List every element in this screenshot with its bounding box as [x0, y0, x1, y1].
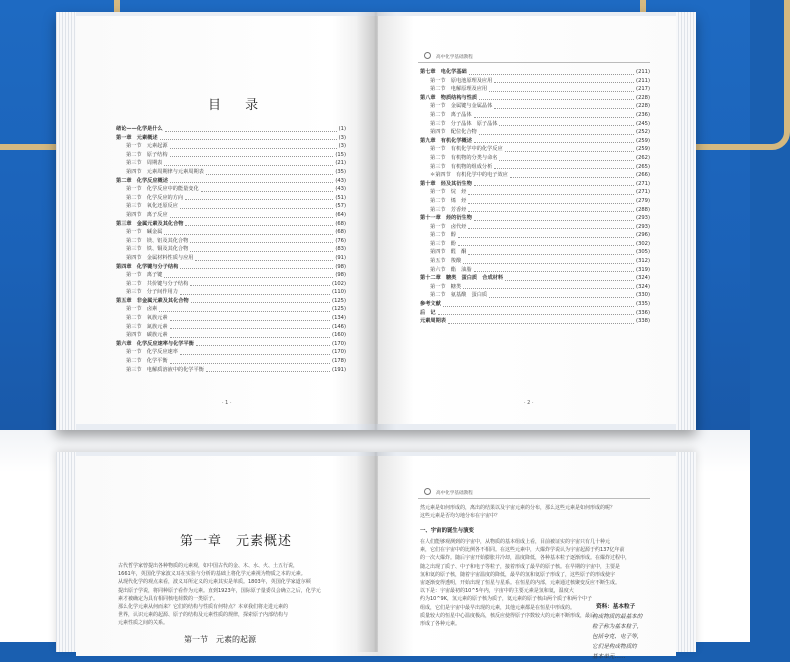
toc-leader-dots: [170, 148, 337, 149]
toc-entry-page: (324): [636, 283, 650, 290]
text-line: 构成物质的最基本的: [592, 614, 643, 620]
toc-entry: [116, 357, 346, 366]
text-line: 基本单元……: [592, 654, 626, 660]
toc-entry: [420, 214, 650, 223]
toc-entry-page: (146): [332, 323, 346, 330]
toc-entry-page: (271): [636, 180, 650, 187]
toc-entry-page: (305): [636, 249, 650, 256]
toc-entry: [420, 317, 650, 326]
toc-entry-page: (335): [636, 301, 650, 308]
toc-entry: [116, 254, 346, 263]
page-number-left: · 1 ·: [222, 400, 232, 406]
toc-entry-page: (3): [338, 143, 346, 150]
toc-leader-dots: [160, 139, 337, 140]
toc-entry-page: (21): [335, 160, 346, 167]
toc-entry: [116, 237, 346, 246]
toc-entry-page: (102): [332, 280, 346, 287]
toc-entry: [116, 220, 346, 229]
toc-entry-page: (302): [636, 240, 650, 247]
text-line: 元素性质之间的关系。: [118, 620, 169, 627]
toc-entry: [420, 77, 650, 86]
section-heading-right: 一、宇宙的诞生与演变: [420, 528, 474, 534]
toc-leader-dots: [469, 74, 634, 75]
toc-title: 目 录: [208, 98, 269, 113]
toc-entry: [420, 163, 650, 172]
toc-leader-dots: [185, 199, 333, 200]
toc-entry: [420, 283, 650, 292]
page-number-right: · 2 ·: [524, 400, 534, 406]
toc-entry-page: (110): [332, 289, 346, 296]
text-line: 形成了各种元素。: [420, 621, 461, 628]
toc-leader-dots: [190, 251, 333, 252]
toc-entry: [420, 145, 650, 154]
toc-entry-label: 第二节 离子晶体: [430, 111, 472, 118]
toc-entry-page: (170): [332, 340, 346, 347]
toc-entry: [116, 185, 346, 194]
toc-leader-dots: [180, 268, 333, 269]
toc-leader-dots: [170, 156, 334, 157]
toc-leader-dots: [180, 354, 330, 355]
toc-entry-page: (217): [636, 86, 650, 93]
toc-entry-page: (324): [636, 275, 650, 282]
text-line: 在人们能够观测到的宇宙中，从物质的基本组成上看，目前被证实的宇宙只有几十种元: [420, 539, 611, 545]
toc-entry-label: 第五节 羧酸: [430, 258, 462, 265]
page-header-right-bottom: 高中化学基础教程: [436, 491, 473, 496]
toc-leader-dots: [463, 288, 634, 289]
toc-leader-dots: [170, 217, 334, 218]
toc-leader-dots: [438, 314, 634, 315]
toc-entry-label: 第一节 化学反应中的能量变化: [126, 186, 199, 193]
toc-entry: [420, 102, 650, 111]
toc-leader-dots: [201, 191, 334, 192]
toc-entry: [116, 297, 346, 306]
sidebar-box-text: [592, 612, 658, 662]
toc-leader-dots: [190, 285, 330, 286]
text-line: 素才被确定为具有相同核电荷数的一类原子。: [118, 595, 219, 602]
toc-entry-page: (98): [335, 272, 346, 279]
toc-entry: [116, 288, 346, 297]
toc-entry-page: (68): [335, 220, 346, 227]
toc-entry: [420, 257, 650, 266]
toc-entry-label: 第四节 元素周期律与元素周期表: [126, 168, 204, 175]
toc-leader-dots: [489, 91, 634, 92]
toc-leader-dots: [494, 168, 634, 169]
toc-leader-dots: [505, 280, 634, 281]
toc-entry-page: (68): [335, 229, 346, 236]
toc-entry: [420, 68, 650, 77]
toc-entry-page: (245): [636, 120, 650, 127]
toc-leader-dots: [499, 160, 634, 161]
toc-entry-label: 第一节 金属键与金属晶体: [430, 103, 493, 110]
toc-entry-label: 第五章 非金属元素及其化合物: [116, 297, 189, 304]
text-line: 包括夸克、电子等，: [592, 634, 643, 640]
toc-leader-dots: [479, 134, 634, 135]
toc-entry-label: 第一节 原电池原理及应用: [430, 77, 493, 84]
toc-entry-label: 第一节 元素起源: [126, 143, 168, 150]
toc-entry: [420, 240, 650, 249]
toc-entry-page: (266): [636, 172, 650, 179]
toc-leader-dots: [494, 108, 634, 109]
text-line: 氢和氦的原子核，随着宇宙温度的降低，最早的氢和氦原子形成了，这些原子的形成使宇: [420, 571, 616, 578]
toc-leader-dots: [510, 177, 634, 178]
toc-entry-label: 第二章 化学反应概述: [116, 177, 168, 184]
toc-entry: [116, 263, 346, 272]
text-line: 提出原子学说，将同种原子看作为元素。直到1923年，国际原子量委员会确立之后，化学元: [118, 587, 321, 594]
sidebar-box-title: 资料：基本粒子: [596, 604, 636, 610]
toc-entry-label: 元素周期表: [420, 318, 446, 325]
toc-entry-label: 第一节 有机化学中的化学反应: [430, 146, 503, 153]
toc-entry-page: (296): [636, 232, 650, 239]
publisher-logo-icon-bottom: [424, 488, 431, 495]
toc-entry: [420, 128, 650, 137]
toc-leader-dots: [180, 294, 330, 295]
toc-entry-page: (98): [335, 263, 346, 270]
toc-entry-label: 第二节 共价键与分子结构: [126, 280, 189, 287]
toc-entry: [116, 142, 346, 151]
toc-entry-label: 第一节 卤素: [126, 306, 158, 313]
toc-entry-page: (57): [335, 203, 346, 210]
toc-entry-page: (228): [636, 103, 650, 110]
toc-left-page: [76, 16, 378, 424]
toc-entry: [116, 366, 346, 375]
toc-entry: [420, 85, 650, 94]
toc-entry-page: (211): [636, 69, 650, 75]
toc-entry: [420, 197, 650, 206]
toc-entry-label: 第四节 金属材料性质与应用: [126, 254, 194, 261]
toc-leader-dots: [164, 277, 333, 278]
toc-entry-label: 第二节 原子结构: [126, 151, 168, 158]
toc-leader-dots: [458, 237, 634, 238]
toc-leader-dots: [164, 165, 333, 166]
toc-leader-dots: [195, 260, 333, 261]
toc-entry-label: 第二节 氨基酸 蛋白质: [430, 292, 488, 299]
toc-entry: [420, 231, 650, 240]
toc-leader-dots: [468, 211, 634, 212]
toc-entry-page: (160): [332, 332, 346, 339]
toc-leader-dots: [164, 234, 333, 235]
toc-leader-dots: [206, 371, 330, 372]
toc-entry-page: (262): [636, 154, 650, 161]
toc-entry-label: 第四节 醛 酮: [430, 249, 467, 256]
toc-entry-label: 第三节 有机物的组成分析: [430, 163, 493, 170]
toc-entry-label: 第二节 烯 烃: [430, 197, 467, 204]
toc-right-page: [378, 16, 676, 424]
toc-leader-dots: [170, 320, 331, 321]
toc-entry: [420, 137, 650, 146]
toc-entry-page: (319): [636, 266, 650, 273]
toc-right-list: [420, 68, 650, 326]
header-rule: [418, 62, 650, 63]
toc-entry: [420, 223, 650, 232]
right-page-edges-bottom: [676, 452, 696, 652]
toc-entry-label: 第四章 化学键与分子结构: [116, 263, 179, 270]
toc-entry-label: 第三节 周期表: [126, 160, 163, 167]
toc-entry: [420, 248, 650, 257]
text-line: 素，它们在宇宙中的比例各不相同。在这些元素中，大爆炸学说认为宇宙起源于约137亿年前: [420, 547, 625, 554]
toc-leader-dots: [190, 242, 333, 243]
publisher-logo-icon: [424, 52, 431, 59]
toc-entry-label: ＊第四节 有机化学中的电子效应: [430, 172, 508, 179]
toc-leader-dots: [443, 306, 634, 307]
chapter-title: 第一章 元素概述: [180, 534, 293, 549]
toc-entry-page: (336): [636, 309, 650, 316]
toc-leader-dots: [458, 245, 634, 246]
toc-entry-label: 第三节 分子间作用力: [126, 289, 178, 296]
text-line: 组成，它们是宇宙中最早出现的元素，其他元素都是在恒星中形成的。: [420, 604, 576, 611]
toc-entry: [116, 305, 346, 314]
toc-entry: [420, 120, 650, 129]
toc-entry-page: (271): [636, 189, 650, 196]
text-line: 从现代化学的观点来看，波义耳所定义的元素其实是单质。1803年，英国化学家道尔顿: [118, 579, 311, 586]
toc-leader-dots: [505, 151, 634, 152]
toc-leader-dots: [159, 311, 330, 312]
toc-entry-page: (43): [335, 177, 346, 184]
toc-entry: [420, 309, 650, 318]
toc-leader-dots: [170, 182, 333, 183]
toc-leader-dots: [185, 225, 333, 226]
toc-entry-page: (236): [636, 111, 650, 118]
toc-entry-label: 第七章 电化学基础: [420, 69, 467, 75]
toc-leader-dots: [468, 203, 634, 204]
toc-entry-page: (259): [636, 146, 650, 153]
toc-entry-label: 第九章 有机化学概述: [420, 137, 472, 144]
toc-entry-page: (312): [636, 258, 650, 265]
section-heading-left: 第一节 元素的起源: [184, 635, 256, 644]
toc-entry: [420, 300, 650, 309]
page-header-right: 高中化学基础教程: [436, 55, 473, 60]
chapter-intro-text: [118, 562, 352, 628]
toc-entry-label: 第八章 物质结构与性质: [420, 94, 478, 101]
toc-entry: [420, 180, 650, 189]
text-line: 这些元素是否均匀地分布在宇宙中？: [420, 513, 501, 520]
toc-leader-dots: [474, 142, 634, 143]
toc-entry-label: 第一节 离子键: [126, 272, 163, 279]
toc-entry-label: 第六章 化学反应速率与化学平衡: [116, 340, 194, 347]
toc-entry-page: (252): [636, 129, 650, 136]
toc-entry-label: 第三节 氮族元素: [126, 323, 168, 330]
toc-leader-dots: [474, 117, 635, 118]
toc-entry-label: 第二节 氧族元素: [126, 315, 168, 322]
toc-entry-label: 第一节 糖类: [430, 283, 462, 290]
text-line: 随之出现了质子、中子和电子等粒子，接着形成了最早的原子核。在早期的宇宙中，主要是: [420, 563, 621, 570]
toc-leader-dots: [468, 254, 634, 255]
text-line: 以下是：宇宙最初的10^5年内，宇宙中的主要元素是氢和氦，温度大: [420, 588, 574, 595]
toc-leader-dots: [191, 302, 330, 303]
toc-entry-label: 第二节 醇: [430, 232, 456, 239]
toc-entry-page: (83): [335, 246, 346, 253]
toc-entry-page: (338): [636, 318, 650, 325]
toc-entry-page: (35): [335, 168, 346, 175]
toc-entry: [116, 211, 346, 220]
toc-entry-label: 第六节 酯 油脂: [430, 266, 472, 273]
toc-entry: [116, 194, 346, 203]
toc-entry: [116, 151, 346, 160]
toc-entry: [116, 314, 346, 323]
text-line: 粒子称为基本粒子，: [592, 624, 643, 630]
toc-entry: [420, 206, 650, 215]
toc-entry-label: 绪论——化学是什么: [116, 126, 163, 132]
toc-entry-label: 参考文献: [420, 301, 441, 308]
text-line: 那么化学元素从何而来？它们的结构与性质有何特点？本章我们将走进元素的: [118, 604, 289, 611]
toc-entry: [116, 159, 346, 168]
toc-entry-page: (125): [332, 297, 346, 304]
text-line: 的一次大爆炸。随后宇宙开始膨胀并冷却，温度降低，各种基本粒子逐渐形成。在爆炸过程中，: [420, 555, 631, 562]
toc-entry-label: 第三节 氧化还原反应: [126, 203, 178, 210]
toc-entry-label: 第一节 烷 烃: [430, 189, 467, 196]
top-book: [56, 12, 696, 430]
text-line: 然元素是如何形成的，离出的结果以及宇宙元素的分布，那么这些元素是如何形成的呢？: [420, 505, 616, 511]
toc-entry: [116, 177, 346, 186]
toc-leader-dots: [494, 82, 634, 83]
toc-entry-page: (170): [332, 349, 346, 356]
toc-entry-page: (43): [335, 186, 346, 193]
toc-leader-dots: [489, 297, 634, 298]
toc-entry-label: 后 记: [420, 309, 436, 316]
toc-entry-page: (288): [636, 206, 650, 213]
toc-entry: [116, 202, 346, 211]
toc-entry: [420, 266, 650, 275]
toc-leader-dots: [170, 328, 331, 329]
toc-entry-page: (91): [335, 254, 346, 261]
toc-entry: [116, 134, 346, 143]
toc-entry-label: 第十一章 烃的衍生物: [420, 215, 472, 222]
toc-entry: [116, 168, 346, 177]
toc-entry-page: (178): [332, 358, 346, 365]
toc-entry-page: (64): [335, 211, 346, 218]
right-page-edges: [676, 12, 696, 430]
toc-entry-label: 第四节 离子反应: [126, 211, 168, 218]
toc-entry-label: 第二节 电解原理及应用: [430, 86, 488, 93]
toc-entry-page: (265): [636, 163, 650, 170]
toc-entry-label: 第一节 卤代烃: [430, 223, 467, 230]
toc-entry-label: 第三节 分子晶体 原子晶体: [430, 120, 498, 127]
toc-entry-label: 第二节 镁、铝及其化合物: [126, 237, 189, 244]
toc-entry: [116, 245, 346, 254]
toc-leader-dots: [468, 194, 634, 195]
text-line: 古代哲学家曾提出各种物质的元素观，如中国古代的金、木、水、火、土五行说，: [118, 563, 299, 569]
toc-entry-page: (211): [636, 77, 650, 84]
toc-entry-page: (228): [636, 94, 650, 101]
toc-entry-label: 第三节 芳香烃: [430, 206, 467, 213]
toc-entry-label: 第四节 配位化合物: [430, 129, 477, 136]
toc-leader-dots: [474, 271, 635, 272]
left-page-edges-bottom: [56, 452, 76, 652]
toc-entry-page: (293): [636, 215, 650, 222]
toc-entry-label: 第三章 金属元素及其化合物: [116, 220, 184, 227]
toc-entry-page: (15): [335, 151, 346, 158]
toc-entry: [116, 348, 346, 357]
toc-entry-page: (330): [636, 292, 650, 299]
toc-entry-label: 第二节 化学平衡: [126, 358, 168, 365]
text-line: 约为10^9K，氢元素的原子核为质子，氦元素的原子核由两个质子和两个中子: [420, 596, 593, 603]
toc-leader-dots: [463, 263, 634, 264]
toc-entry: [420, 94, 650, 103]
text-line: 质量较大的恒星中心温度极高，核反应使得原子序数较大的元素不断形成，最后: [420, 612, 596, 619]
toc-entry-page: (259): [636, 137, 650, 144]
toc-entry: [116, 271, 346, 280]
toc-entry-page: (1): [338, 126, 346, 132]
toc-entry-label: 第十二章 糖类 蛋白质 合成材料: [420, 275, 504, 282]
toc-entry: [420, 171, 650, 180]
toc-entry: [116, 340, 346, 349]
text-line: 它们是构成物质的: [592, 644, 637, 650]
toc-entry: [420, 188, 650, 197]
bottom-book: [56, 452, 696, 660]
toc-leader-dots: [448, 323, 634, 324]
chapter-right-page: [378, 456, 676, 660]
toc-entry-label: 第三节 酚: [430, 240, 456, 247]
toc-entry-label: 第三节 铁、铜及其化合物: [126, 246, 189, 253]
toc-entry: [420, 274, 650, 283]
toc-entry: [116, 125, 346, 134]
toc-leader-dots: [165, 131, 337, 132]
toc-leader-dots: [474, 185, 634, 186]
chapter-right-text-1: [420, 504, 652, 520]
toc-entry-page: (293): [636, 223, 650, 230]
chapter-left-page: [76, 456, 378, 656]
toc-leader-dots: [170, 363, 331, 364]
toc-entry-page: (134): [332, 315, 346, 322]
text-line: 宙逐渐变得透明，开始出现了恒星与星系。在恒星的内部，元素通过核聚变反应不断生成。: [420, 580, 621, 587]
toc-entry-label: 第一节 化学反应速率: [126, 349, 178, 356]
toc-entry-page: (51): [335, 194, 346, 201]
toc-leader-dots: [479, 99, 634, 100]
toc-entry-page: (3): [338, 134, 346, 141]
toc-leader-dots: [180, 208, 333, 209]
toc-entry: [420, 291, 650, 300]
toc-leader-dots: [196, 345, 330, 346]
toc-entry-label: 第十章 烃及其衍生物: [420, 180, 472, 187]
header-rule-bottom: [418, 498, 650, 499]
toc-entry: [116, 323, 346, 332]
toc-leader-dots: [468, 228, 634, 229]
left-page-edges: [56, 12, 76, 430]
toc-leader-dots: [499, 125, 634, 126]
toc-entry-label: 第二节 有机物的分类与命名: [430, 154, 498, 161]
toc-entry-page: (279): [636, 197, 650, 204]
toc-entry-label: 第一节 碱金属: [126, 229, 163, 236]
text-line: 1661年，英国化学家波义耳在实验与分析的基础上将化学元素视为物质之本的元素。: [118, 571, 306, 578]
toc-entry-label: 第四节 碳族元素: [126, 332, 168, 339]
toc-left-list: [116, 125, 346, 374]
toc-leader-dots: [170, 337, 331, 338]
toc-entry-page: (76): [335, 237, 346, 244]
toc-entry-label: 第一章 元素概述: [116, 134, 158, 141]
toc-entry-page: (125): [332, 306, 346, 313]
text-line: 世界，认识元素的起源、原子的结构及元素性质的规律，探索原子内部结构与: [118, 612, 289, 619]
toc-entry-label: 第二节 化学反应的方向: [126, 194, 184, 201]
toc-entry: [420, 111, 650, 120]
toc-leader-dots: [206, 174, 334, 175]
toc-entry-label: 第三节 电解质溶液中的化学平衡: [126, 366, 204, 373]
toc-entry: [116, 331, 346, 340]
toc-entry: [420, 154, 650, 163]
toc-leader-dots: [474, 220, 634, 221]
toc-entry: [116, 228, 346, 237]
toc-entry-page: (191): [332, 366, 346, 373]
toc-entry: [116, 280, 346, 289]
